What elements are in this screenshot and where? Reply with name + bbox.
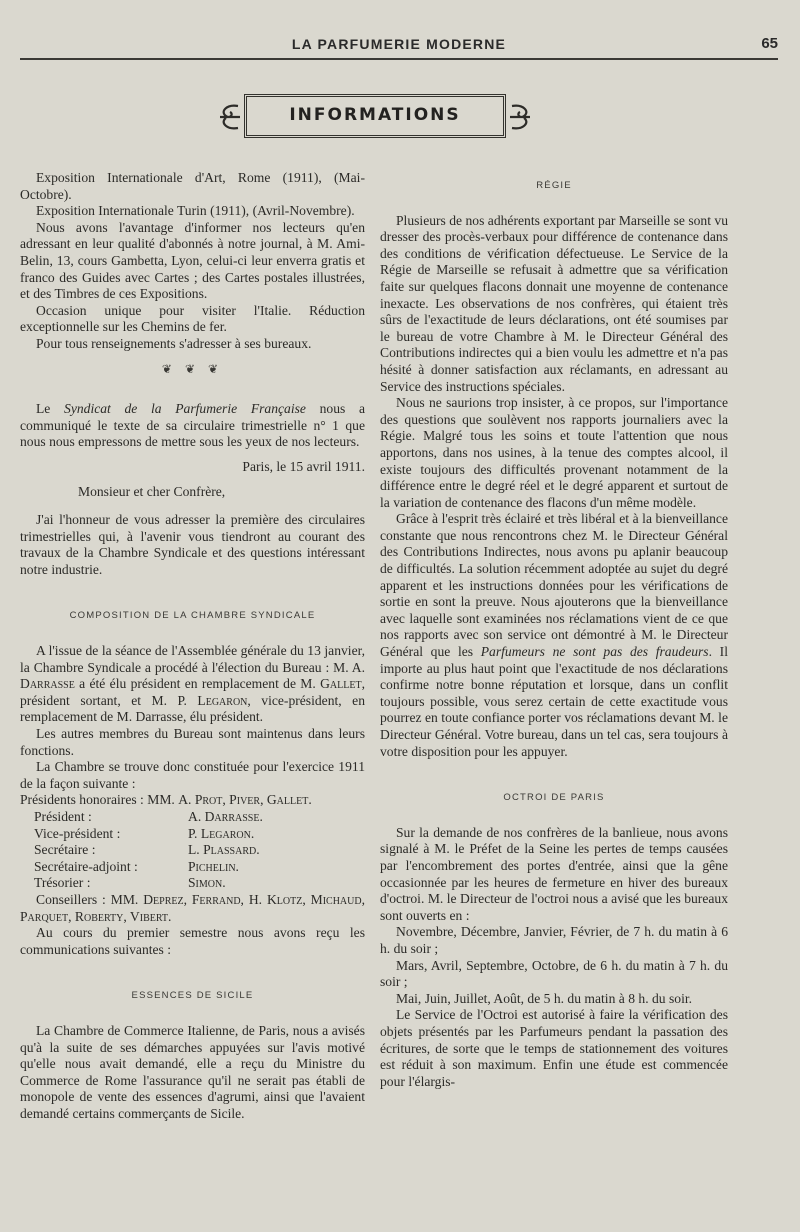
paragraph: Nous ne saurions trop insister, à ce propos, sur l'importance des questions que soulèvent nos rapports journaliers avec la Régie. Malgré tous les soins et toute l'attention que nous apportons, dans nos usines, à la tenue des comptes alcool, il existe toujours des difficultés provenant notamment de la différence entre le degré réel et le degré apparent et surtout de la variation de contenance des flacons d'un même modèle. <box>380 395 728 510</box>
section-heading: ESSENCES DE SICILE <box>131 990 254 1002</box>
journal-title: LA PARFUMERIE MODERNE <box>291 36 507 52</box>
paragraph: A l'issue de la séance de l'Assemblée générale du 13 janvier, la Chambre Syndicale a procédé à l'élection du Bureau : M. A. Darrasse a été élu président en remplacement de M. Gallet, président sortant, et M. P. Legaron, vice-président, en remplacement de M. Darrasse, élu président. <box>20 643 365 725</box>
dateline: Paris, le 15 avril 1911. <box>242 458 365 474</box>
paragraph: Nous avons l'avantage d'informer nos lecteurs qu'en adressant en leur qualité d'abonnés à notre journal, à M. Ami-Belin, 13, cours Gambetta, Lyon, celui-ci leur enverra gratis et franco des Guides avec Cartes ; des Cartes postales illustrées, et des Timbres de ces Expositions. <box>20 219 365 302</box>
page-number: 65 <box>761 35 778 52</box>
officer-row: Secrétaire : L. Plassard. <box>34 842 260 858</box>
section-separator: ❦ ❦ ❦ <box>161 361 224 376</box>
paragraph: Grâce à l'esprit très éclairé et très libéral et à la bienveillance constante que nous rencontrons chez M. le Directeur Général des Contributions Indirectes, nous avons pu aplanir beaucoup de difficultés. La solution récemment adoptée au sujet du degré apparent et les instructions données pour les vérifications de sortie en sont la preuve. Nous ajouterons que la bienveillance avec laquelle sont examinées nos réclamations vient de ce que nos rapports avec son service ont démontré à M. le Directeur Général que les Parfumeurs ne sont pas des fraudeurs. Il importe au plus haut point que l'exactitude de nos déclarations confirme notre bonne réputation et lorsque, dans un conflit toujours possible, vous serez certain de cette exactitude vous pourrez en toute confiance porter vos réclamations devant M. le Directeur Général. Votre bureau, dans un tel cas, sera toujours à votre disposition pour les appuyer. <box>380 511 728 759</box>
section-heading: RÉGIE <box>536 180 572 191</box>
section-heading: COMPOSITION DE LA CHAMBRE SYNDICALE <box>69 610 316 622</box>
right-ornament-icon <box>508 102 534 132</box>
running-header <box>20 34 778 56</box>
banner-title: INFORMATIONS <box>289 105 461 125</box>
paragraph: Mai, Juin, Juillet, Août, de 5 h. du matin à 8 h. du soir. <box>396 990 693 1006</box>
paragraph: La Chambre se trouve donc constituée pour l'exercice 1911 de la façon suivante : <box>20 759 365 791</box>
right-column <box>380 170 728 1090</box>
paragraph: Pour tous renseignements s'adresser à ses bureaux. <box>36 335 312 351</box>
left-column <box>20 170 365 1123</box>
section-banner <box>216 94 534 146</box>
officer-row: Président : A. Darrasse. <box>34 809 263 824</box>
paragraph: Au cours du premier semestre nous avons reçu les communications suivantes : <box>20 925 365 957</box>
paragraph: J'ai l'honneur de vous adresser la première des circulaires trimestrielles qui, à l'avenir vous tiendront au courant des travaux de la Chambre Syndicale et des questions intéressant notre industrie. <box>20 512 365 577</box>
paragraph: Novembre, Décembre, Janvier, Février, de 7 h. du matin à 6 h. du soir ; <box>380 924 728 956</box>
paragraph: Exposition Internationale d'Art, Rome (1911), (Mai-Octobre). <box>20 170 365 202</box>
officer-row: Secrétaire-adjoint : Pichelin. <box>34 858 239 874</box>
paragraph: Mars, Avril, Septembre, Octobre, de 6 h. du matin à 7 h. du soir ; <box>380 957 728 990</box>
paragraph: La Chambre de Commerce Italienne, de Paris, nous a avisés qu'à la suite de ses démarches appuyées sur l'avis motivé qu'elle nous avait demandé, elle a reçu du Ministre du Commerce de Rome l'assurance qu'il ne serait pas établi de monopole de vente des essences d'agrumi, ainsi que l'avaient demandé certains commerçants de Sicile. <box>20 1022 365 1121</box>
paragraph: Occasion unique pour visiter l'Italie. Réduction exceptionnelle sur les Chemins de fer. <box>20 302 365 335</box>
paragraph: Exposition Internationale Turin (1911), (Avril-Novembre). <box>36 203 355 219</box>
councillors: Conseillers : MM. Deprez, Ferrand, H. Klotz, Michaud, Parquet, Roberty, Vibert. <box>20 891 365 924</box>
section-heading: OCTROI DE PARIS <box>503 792 605 804</box>
officer-row: Vice-président : P. Legaron. <box>34 825 255 841</box>
paragraph: Plusieurs de nos adhérents exportant par Marseille se sont vu dresser des procès-verbaux pour différence de contenance dans des conditions de vérification défectueuse. Le Service de la Régie de Marseille se refusait à admettre que sa vérification faite sur quelques flacons donnait une moyenne de contenance inexacte. Les observations de nos confrères, qui étaient très sûrs de l'exactitude de leurs déclarations, ont été soumises par le bureau de votre Chambre à M. le Directeur Général des Contributions indirectes qui a bien voulu les admettre et n'a pas hésité à donner satisfaction aux réclamants, en adressant au Service des instructions spéciales. <box>380 212 728 394</box>
officer-row: Trésorier : Simon. <box>34 875 226 891</box>
header-rule <box>20 58 778 60</box>
paragraph: Les autres membres du Bureau sont maintenus dans leurs fonctions. <box>20 726 365 758</box>
honorary-presidents: Présidents honoraires : MM. A. Prot, Piver, Gallet. <box>20 792 312 808</box>
paragraph: Le Service de l'Octroi est autorisé à faire la vérification des objets présentés par les Parfumeurs pendant la passation des écritures, de sorte que le temps de stationnement des voitures est réduit à son maximum. Enfin une étude est commencée pour l'élargis- <box>380 1007 728 1089</box>
officers-table <box>34 809 263 892</box>
salutation: Monsieur et cher Confrère, <box>78 483 226 499</box>
paragraph: Le Syndicat de la Parfumerie Française nous a communiqué le texte de sa circulaire trimestrielle n° 1 que nous nous empressons de mettre sous les yeux de nos lecteurs. <box>20 401 365 450</box>
paragraph: Sur la demande de nos confrères de la banlieue, nous avons signalé à M. le Préfet de la Seine les pertes de temps causées par l'encombrement des portes d'entrée, ainsi que la gêne occasionnée par les heures de fermeture en hiver des bureaux d'octroi. M. le Directeur de l'octroi nous a avisé que les bureaux sont ouverts en : <box>380 824 728 923</box>
